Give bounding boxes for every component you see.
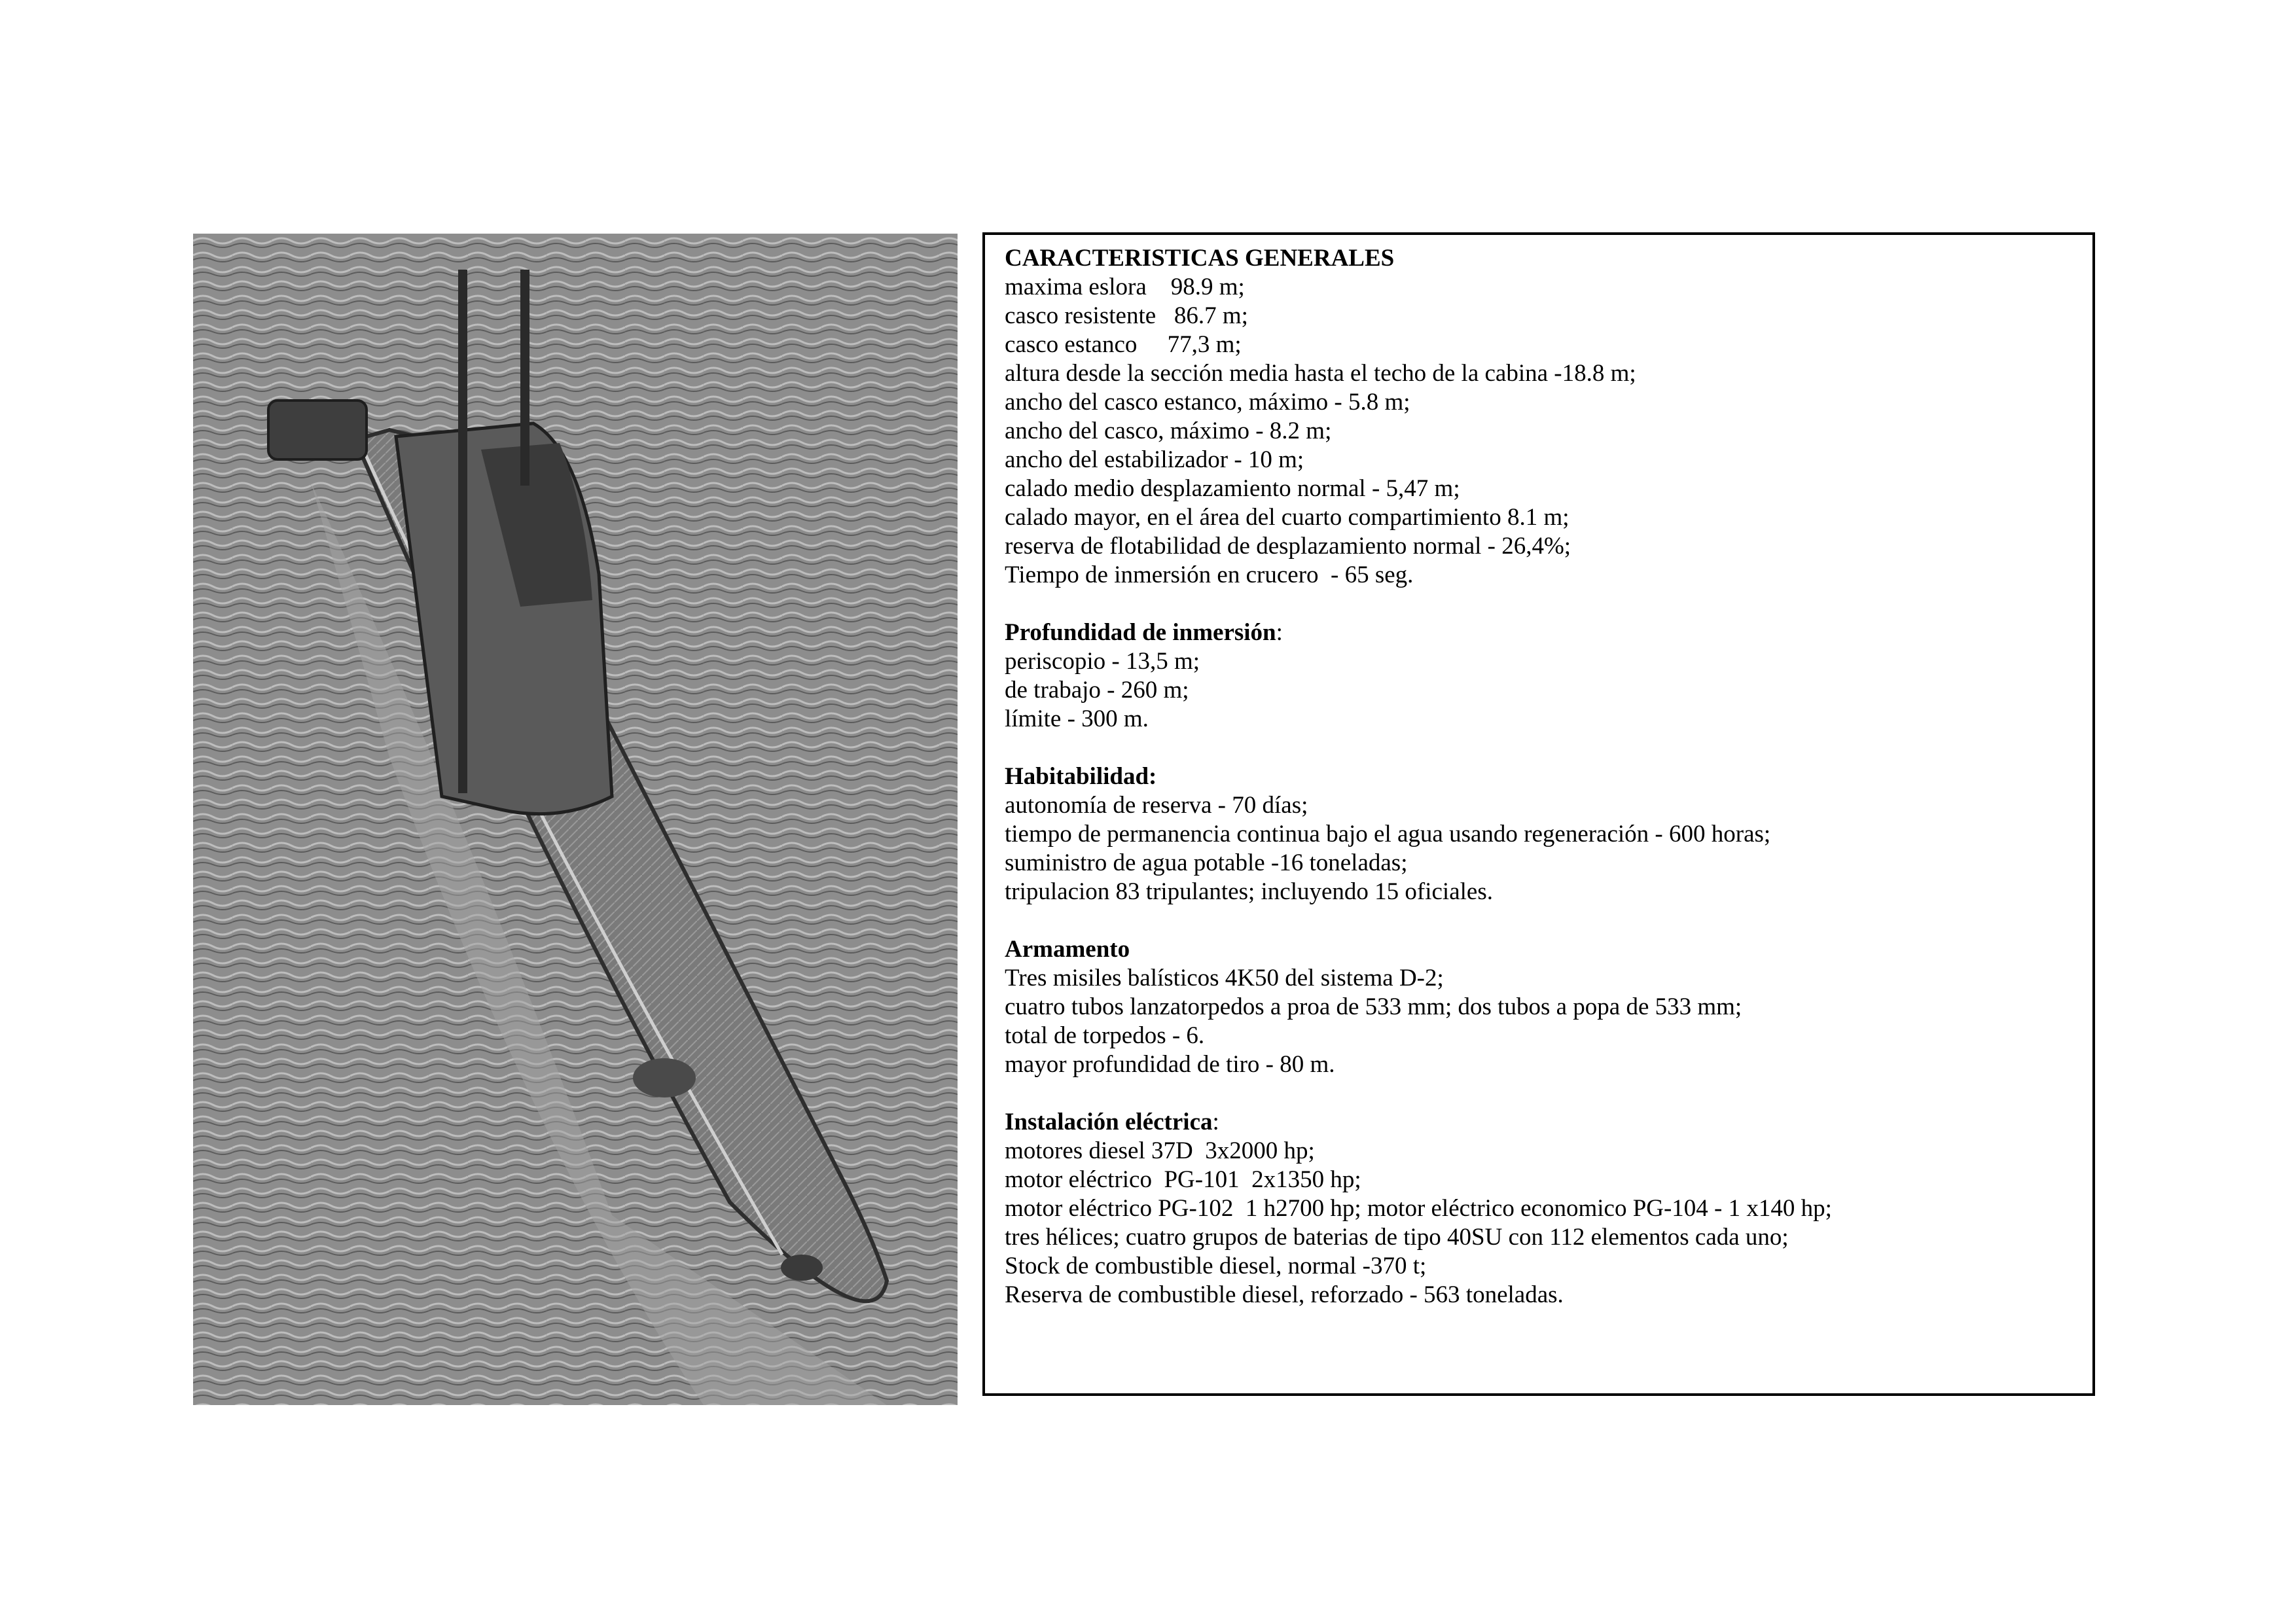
spec-line: Tiempo de inmersión en crucero - 65 seg. xyxy=(1005,562,1414,588)
spec-line: altura desde la sección media hasta el techo de la cabina -18.8 m; xyxy=(1005,360,1636,387)
spec-line: motor eléctrico PG-102 1 h2700 hp; motor eléctrico economico PG-104 - 1 x140 hp; xyxy=(1005,1195,1832,1222)
section-title-text: CARACTERISTICAS GENERALES xyxy=(1005,245,1395,272)
specifications-panel xyxy=(982,232,2095,1396)
section-title-suffix: : xyxy=(1212,1109,1219,1135)
section-title xyxy=(1005,1108,2073,1137)
spec-line: motor eléctrico PG-101 2x1350 hp; xyxy=(1005,1166,1361,1193)
spec-line: Tres misiles balísticos 4K50 del sistema D-2; xyxy=(1005,965,1444,991)
submarine-photo xyxy=(193,234,958,1405)
spec-line: casco estanco 77,3 m; xyxy=(1005,331,1242,358)
section-title-text: Armamento xyxy=(1005,936,1130,963)
section-title xyxy=(1005,935,2073,964)
spec-line: calado mayor, en el área del cuarto compartimiento 8.1 m; xyxy=(1005,504,1570,531)
spec-line: calado medio desplazamiento normal - 5,47 m; xyxy=(1005,475,1460,502)
section-general xyxy=(1005,244,2073,590)
section-depth xyxy=(1005,618,2073,734)
submarine-illustration xyxy=(193,234,958,1405)
spec-line: tres hélices; cuatro grupos de baterias de tipo 40SU con 112 elementos cada uno; xyxy=(1005,1224,1789,1251)
spec-line: motores diesel 37D 3x2000 hp; xyxy=(1005,1137,1315,1164)
section-title xyxy=(1005,762,2073,791)
spec-line: de trabajo - 260 m; xyxy=(1005,677,1189,704)
spec-line: mayor profundidad de tiro - 80 m. xyxy=(1005,1051,1335,1078)
spec-line: reserva de flotabilidad de desplazamiento normal - 26,4%; xyxy=(1005,533,1571,560)
spec-line: suministro de agua potable -16 toneladas; xyxy=(1005,849,1408,876)
spec-line: total de torpedos - 6. xyxy=(1005,1022,1205,1049)
section-electrical xyxy=(1005,1108,2073,1310)
spec-line: tripulacion 83 tripulantes; incluyendo 15 oficiales. xyxy=(1005,878,1493,905)
section-title-text: Instalación eléctrica xyxy=(1005,1109,1213,1135)
spec-line: límite - 300 m. xyxy=(1005,705,1149,732)
spec-line: maxima eslora 98.9 m; xyxy=(1005,274,1245,300)
section-armament xyxy=(1005,935,2073,1079)
spec-line: ancho del casco estanco, máximo - 5.8 m; xyxy=(1005,389,1410,416)
section-title-text: Profundidad de inmersión xyxy=(1005,619,1276,646)
spec-line: cuatro tubos lanzatorpedos a proa de 533 mm; dos tubos a popa de 533 mm; xyxy=(1005,993,1742,1020)
spec-line: tiempo de permanencia continua bajo el agua usando regeneración - 600 horas; xyxy=(1005,821,1771,847)
section-title xyxy=(1005,618,2073,647)
section-habitability xyxy=(1005,762,2073,906)
spec-line: ancho del casco, máximo - 8.2 m; xyxy=(1005,418,1332,444)
section-title-suffix: : xyxy=(1276,619,1283,646)
section-title xyxy=(1005,244,2073,273)
spec-line: periscopio - 13,5 m; xyxy=(1005,648,1200,675)
spec-line: casco resistente 86.7 m; xyxy=(1005,302,1248,329)
spec-line: ancho del estabilizador - 10 m; xyxy=(1005,446,1304,473)
spec-line: Reserva de combustible diesel, reforzado - 563 toneladas. xyxy=(1005,1281,1564,1308)
spec-line: Stock de combustible diesel, normal -370 t; xyxy=(1005,1253,1427,1279)
section-title-text: Habitabilidad: xyxy=(1005,763,1157,790)
spec-line: autonomía de reserva - 70 días; xyxy=(1005,792,1308,819)
